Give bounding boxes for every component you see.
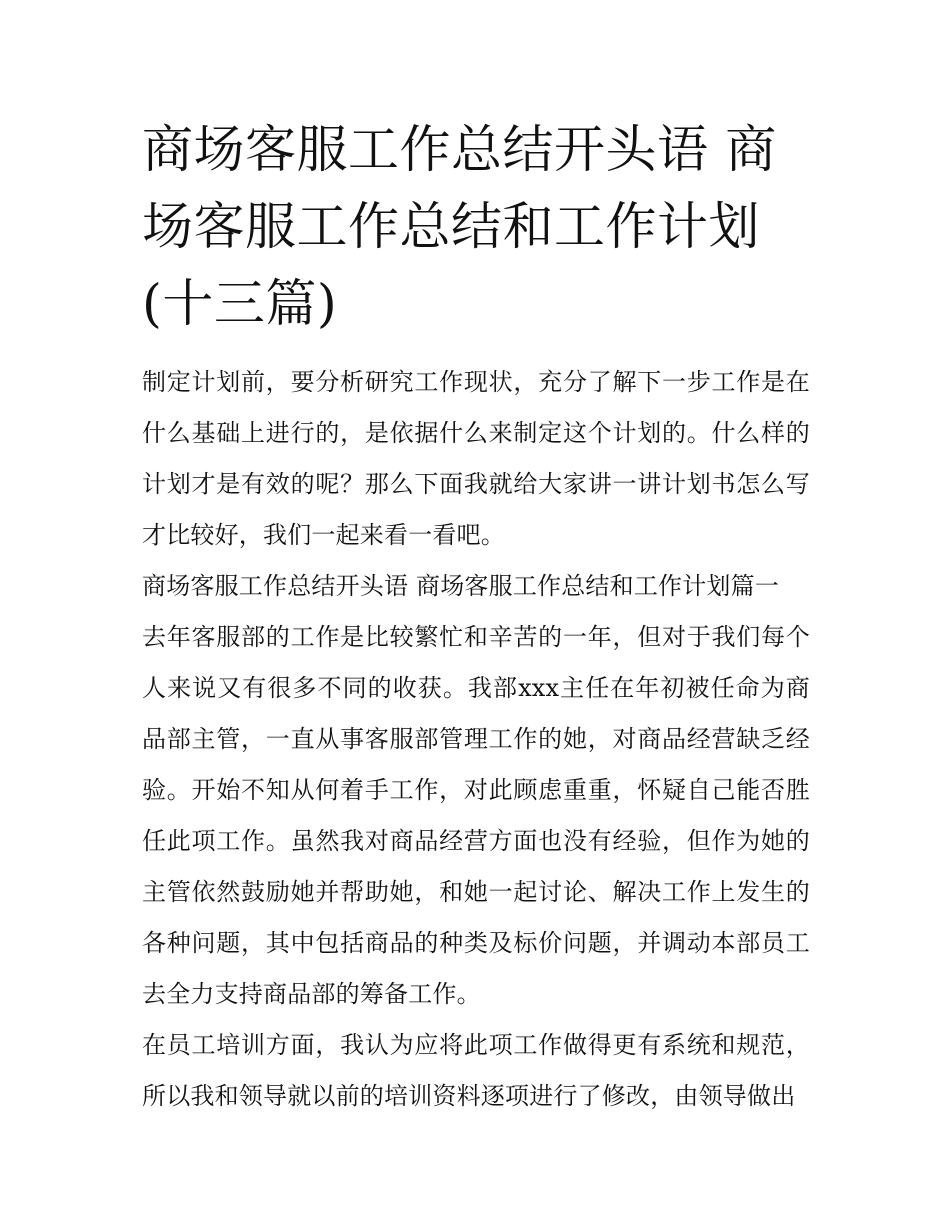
paragraph-body-2: 在员工培训方面，我认为应将此项工作做得更有系统和规范，所以我和领导就以前的培训资料逐项进行了修改，由领导做出 — [142, 1031, 810, 1110]
document-title: 商场客服工作总结开头语 商场客服工作总结和工作计划(十三篇) — [142, 121, 777, 334]
paragraph-intro: 制定计划前，要分析研究工作现状，充分了解下一步工作是在什么基础上进行的，是依据什么来制定这个计划的。什么样的计划才是有效的呢？那么下面我就给大家讲一讲计划书怎么写才比较好，我们一起来看一看吧。 — [142, 368, 810, 549]
paragraph-body-1: 去年客服部的工作是比较繁忙和辛苦的一年，但对于我们每个人来说又有很多不同的收获。我部xxx主任在年初被任命为商品部主管，一直从事客服部管理工作的她，对商品经营缺乏经验。开始不知从何着手工作，对此顾虑重重，怀疑自己能否胜任此项工作。虽然我对商品经营方面也没有经验，但作为她的主管依然鼓励她并帮助她，和她一起讨论、解决工作上发生的各种问题，其中包括商品的种类及标价问题，并调动本部员工去全力支持商品部的筹备工作。 — [142, 623, 810, 1008]
document-page — [142, 112, 810, 1122]
paragraph-section-heading: 商场客服工作总结开头语 商场客服工作总结和工作计划篇一 — [142, 572, 780, 600]
